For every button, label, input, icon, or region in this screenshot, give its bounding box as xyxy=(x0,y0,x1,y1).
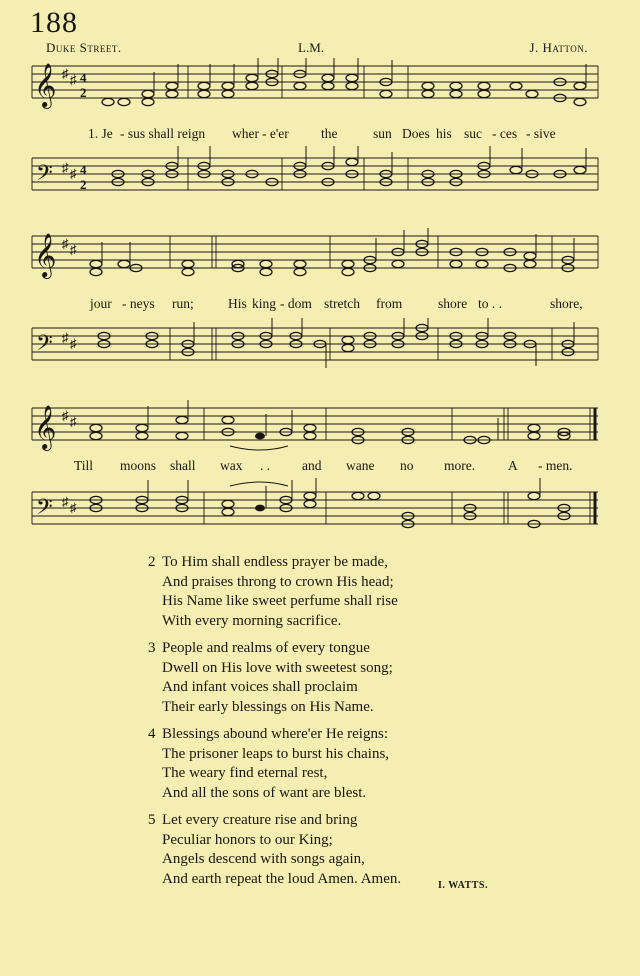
verse-line: To Him shall endless prayer be made, xyxy=(162,554,388,570)
verse-3 xyxy=(148,639,588,717)
lyric-syllable: king xyxy=(252,296,277,311)
bass-staff-1 xyxy=(24,146,604,202)
svg-text:♯: ♯ xyxy=(70,414,77,429)
lyric-syllable: - neys xyxy=(122,296,155,311)
lyric-syllable: - ces xyxy=(492,126,518,141)
treble-staff-1 xyxy=(24,58,604,110)
lyric-line-1 xyxy=(24,126,604,144)
svg-text:𝄢: 𝄢 xyxy=(36,331,53,360)
composer: J. Hatton. xyxy=(529,40,588,55)
svg-text:♯: ♯ xyxy=(62,408,69,423)
lyric-syllable: and xyxy=(302,458,322,473)
lyric-syllable: - e'er xyxy=(262,126,289,141)
lyric-syllable: to . . xyxy=(478,296,503,311)
svg-text:𝄞: 𝄞 xyxy=(34,65,57,107)
lyric-syllable: run; xyxy=(172,296,194,311)
verse-4 xyxy=(148,725,588,803)
svg-text:♯: ♯ xyxy=(62,236,69,251)
svg-text:♯: ♯ xyxy=(70,166,77,181)
lyric-syllable: jour xyxy=(90,296,112,311)
verse-text xyxy=(148,553,588,897)
lyric-syllable: moons xyxy=(120,458,157,473)
lyric-line-2 xyxy=(24,296,604,314)
bass-staff-2 xyxy=(24,318,604,378)
lyric-syllable: more. xyxy=(444,458,476,473)
treble-staff-2 xyxy=(24,228,604,284)
verse-5 xyxy=(148,811,588,889)
svg-text:2: 2 xyxy=(80,85,87,100)
verse-line: Dwell on His love with sweetest song; xyxy=(162,659,393,676)
svg-text:♯: ♯ xyxy=(62,330,69,345)
svg-text:♯: ♯ xyxy=(70,72,77,87)
lyric-syllable: - men. xyxy=(538,458,573,473)
treble-staff-3 xyxy=(24,400,604,452)
verse-number: 4 xyxy=(148,726,156,742)
verse-line: People and realms of every tongue xyxy=(162,640,370,656)
verse-line: With every morning sacrifice. xyxy=(162,612,342,629)
svg-text:𝄞: 𝄞 xyxy=(34,407,57,449)
lyric-syllable: . . xyxy=(260,458,271,473)
lyric-syllable: sun xyxy=(373,126,392,141)
verse-line: And infant voices shall proclaim xyxy=(162,679,358,695)
verse-line: And earth repeat the loud Amen. Amen. xyxy=(162,870,402,887)
music-system-3 xyxy=(24,400,604,536)
bass-staff-3 xyxy=(24,478,604,536)
lyric-syllable: no xyxy=(400,458,414,473)
lyric-syllable: from xyxy=(376,296,403,311)
music-system-1 xyxy=(24,58,604,206)
lyric-syllable: Till xyxy=(74,458,94,473)
author-attribution: I. WATTS. xyxy=(438,880,488,891)
lyric-syllable: wher xyxy=(232,126,259,141)
verse-line: His Name like sweet perfume shall rise xyxy=(162,593,398,609)
lyric-syllable: shall xyxy=(170,458,196,473)
svg-text:♯: ♯ xyxy=(70,336,77,351)
meter: L.M. xyxy=(298,40,324,55)
svg-text:𝄞: 𝄞 xyxy=(34,235,57,277)
lyric-syllable: stretch xyxy=(324,296,360,311)
lyric-syllable: Does xyxy=(402,126,430,141)
verse-line: The prisoner leaps to burst his chains, xyxy=(162,745,390,762)
lyric-syllable: the xyxy=(321,126,338,141)
tune-header xyxy=(46,40,588,58)
verse-line: Peculiar honors to our King; xyxy=(162,831,333,848)
verse-line: And praises throng to crown His head; xyxy=(162,573,394,590)
svg-text:♯: ♯ xyxy=(62,66,69,81)
verse-2 xyxy=(148,553,588,631)
lyric-syllable: - dom xyxy=(280,296,312,311)
music-system-2 xyxy=(24,228,604,384)
svg-text:4: 4 xyxy=(80,70,87,85)
verse-number: 5 xyxy=(148,812,156,828)
lyric-syllable: 1. Je xyxy=(88,126,113,141)
lyric-syllable: shore xyxy=(438,296,468,311)
verse-line: And all the sons of want are blest. xyxy=(162,784,367,801)
verse-line: Let every creature rise and bring xyxy=(162,812,358,828)
verse-line: The weary find eternal rest, xyxy=(162,765,328,781)
tune-name: Duke Street. xyxy=(46,40,122,55)
svg-text:♯: ♯ xyxy=(62,494,69,509)
verse-number: 3 xyxy=(148,640,156,656)
verse-line: Blessings abound where'er He reigns: xyxy=(162,726,388,742)
verse-line: Angels descend with songs again, xyxy=(162,851,365,867)
svg-text:4: 4 xyxy=(80,162,87,177)
lyric-syllable: his xyxy=(436,126,452,141)
lyric-syllable: wax xyxy=(220,458,243,473)
svg-text:𝄢: 𝄢 xyxy=(36,161,53,190)
lyric-syllable: - sus shall reign xyxy=(120,126,206,141)
lyric-syllable: shore, xyxy=(550,296,583,311)
lyric-line-3 xyxy=(24,458,604,476)
svg-text:♯: ♯ xyxy=(62,160,69,175)
lyric-syllable: His xyxy=(228,296,247,311)
hymn-number: 188 xyxy=(30,6,78,39)
lyric-syllable: suc xyxy=(464,126,482,141)
svg-text:♯: ♯ xyxy=(70,500,77,515)
svg-text:𝄢: 𝄢 xyxy=(36,495,53,524)
lyric-syllable: A xyxy=(508,458,518,473)
svg-text:2: 2 xyxy=(80,177,87,192)
verse-line: Their early blessings on His Name. xyxy=(162,698,374,715)
verse-number: 2 xyxy=(148,554,156,570)
lyric-syllable: wane xyxy=(346,458,375,473)
svg-text:♯: ♯ xyxy=(70,242,77,257)
lyric-syllable: - sive xyxy=(526,126,556,141)
